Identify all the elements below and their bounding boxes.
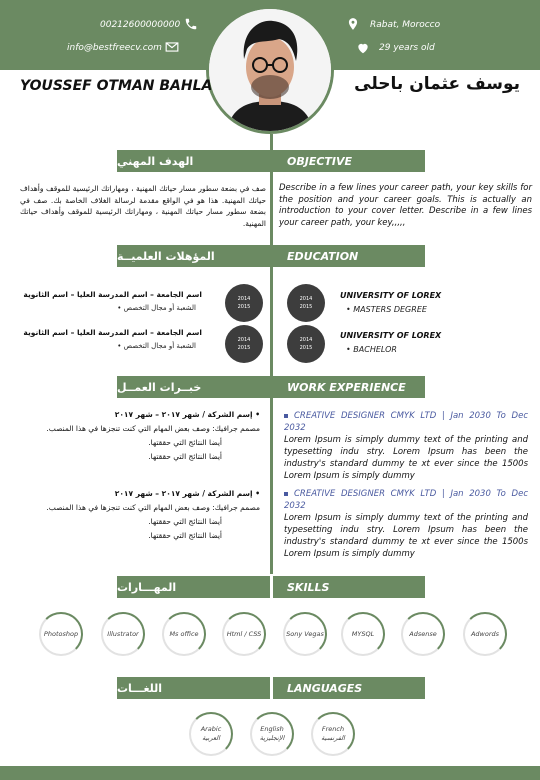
skill-circle: Photoshop (39, 612, 83, 656)
location-text: Rabat, Morocco (370, 20, 441, 30)
edu1-title-ar: اسم الجامعة – اسم المدرسة العليا – اسم الثانوية (23, 290, 202, 299)
languages-title-ar: اللغـــات (117, 677, 270, 699)
bullet-square (284, 492, 288, 496)
work1-text-en: Lorem Ipsum is simply dummy text of the printing and typesetting indu stry. Lorem Ipsum has been the industry's standard dummy te xt ever since the 1500s Lorem Ipsum is simply dummy (284, 435, 528, 481)
work2-result1-ar: أيضا النتائج التي حققتها. (148, 517, 222, 526)
envelope-icon (165, 40, 179, 54)
work-title-ar: خبــرات العمــل (117, 376, 270, 398)
education-title-ar: المؤهلات العلميــة (117, 245, 270, 267)
objective-title-ar: الهدف المهني (117, 150, 270, 172)
skill-circle: Adsense (401, 612, 445, 656)
edu1-date-en: 2014 2015 (287, 284, 325, 322)
footer-bar (0, 766, 540, 780)
skill-circle: Illustrator (101, 612, 145, 656)
age-text: 29 years old (379, 43, 435, 53)
work2-result2-ar: أيضا النتائج التي حققتها. (148, 531, 222, 540)
name-english: YOUSSEF OTMAN BAHLA (20, 78, 213, 94)
work2-ar (20, 487, 260, 543)
language-circle: French الفرنسية (311, 712, 355, 756)
skill-circle: Adwords (463, 612, 507, 656)
work1-result1-ar: أيضا النتائج التي حققتها. (148, 438, 222, 447)
objective-title-en: OBJECTIVE (273, 150, 425, 172)
skill-circle: Sony Vegas (283, 612, 327, 656)
edu1-date-ar: 2014 2015 (225, 284, 263, 322)
work1-ar (20, 408, 260, 464)
profile-photo (206, 6, 334, 134)
map-pin-icon (346, 17, 360, 31)
avatar (209, 9, 331, 131)
work2-en (284, 488, 528, 560)
edu1-sub-ar: الشعبة أو مجال التخصص • (117, 304, 196, 312)
skills-title-ar: المهـــارات (117, 576, 270, 598)
work1-en (284, 410, 528, 482)
skill-circle: Ms office (162, 612, 206, 656)
education-title-en: EDUCATION (273, 245, 425, 267)
language-circle: English الإنجليزية (250, 712, 294, 756)
edu1-title-en: UNIVERSITY OF LOREX (340, 291, 442, 300)
edu2-date-ar: 2014 2015 (225, 325, 263, 363)
work2-text-en: Lorem Ipsum is simply dummy text of the printing and typesetting indu stry. Lorem Ipsum has been the industry's standard dummy te xt ever since the 1500s Lorem Ipsum is simply dummy (284, 513, 528, 559)
edu2-title-en: UNIVERSITY OF LOREX (340, 331, 442, 340)
work2-desc-ar: مصمم جرافيك: وصف بعض المهام التي كنت تنجزها في هذا المنصب. (46, 503, 260, 512)
work1-role-en: CREATIVE DESIGNER CMYK LTD | Jan 2030 To Dec 2032 (284, 411, 528, 433)
objective-text-en: Describe in a few lines your career path, your key skills for the position and your career goals. This is actually an introduction to your cover letter. Describe in a few lines your career path, your key,,,,, (279, 183, 532, 228)
email-text: info@bestfreecv.com (67, 43, 162, 53)
phone-icon (184, 17, 198, 31)
phone-text: 00212600000000 (100, 20, 181, 30)
edu1-sub-en: • MASTERS DEGREE (346, 305, 427, 314)
heart-icon (356, 41, 370, 55)
skill-circle: MYSQL (341, 612, 385, 656)
skills-title-en: SKILLS (273, 576, 425, 598)
name-arabic: يوسف عثمان باحلى (354, 74, 520, 94)
language-circle: Arabic العربية (189, 712, 233, 756)
edu2-title-ar: اسم الجامعة – اسم المدرسة العليا – اسم الثانوية (23, 328, 202, 337)
timeline-spine (270, 134, 273, 574)
work2-role-en: CREATIVE DESIGNER CMYK LTD | Jan 2030 To Dec 2032 (284, 489, 528, 511)
work-title-en: WORK EXPERIENCE (273, 376, 425, 398)
work1-title-ar: • إسم الشركة / شهر ٢٠١٧ – شهر ٢٠١٧ (114, 410, 260, 419)
objective-text-ar: صف في بضعة سطور مسار حياتك المهنية ، ومهاراتك الرئيسية للموقف وأهداف حياتك المهنية. هذا هو في الواقع مقدمة لرسالة الغلاف الخاصة بك. صف في بضعة سطور مسار حياتك المهنية ، ومهاراتك الرئيسية للموقف وأهداف حياتك المهنية. (20, 184, 266, 228)
edu2-date-en: 2014 2015 (287, 325, 325, 363)
edu2-sub-ar: الشعبة أو مجال التخصص • (117, 342, 196, 350)
work1-desc-ar: مصمم جرافيك: وصف بعض المهام التي كنت تنجزها في هذا المنصب. (46, 424, 260, 433)
work1-result2-ar: أيضا النتائج التي حققتها. (148, 452, 222, 461)
work2-title-ar: • إسم الشركة / شهر ٢٠١٧ – شهر ٢٠١٧ (114, 489, 260, 498)
edu2-sub-en: • BACHELOR (346, 345, 397, 354)
bullet-square (284, 414, 288, 418)
skill-circle: Html / CSS (222, 612, 266, 656)
languages-title-en: LANGUAGES (273, 677, 425, 699)
